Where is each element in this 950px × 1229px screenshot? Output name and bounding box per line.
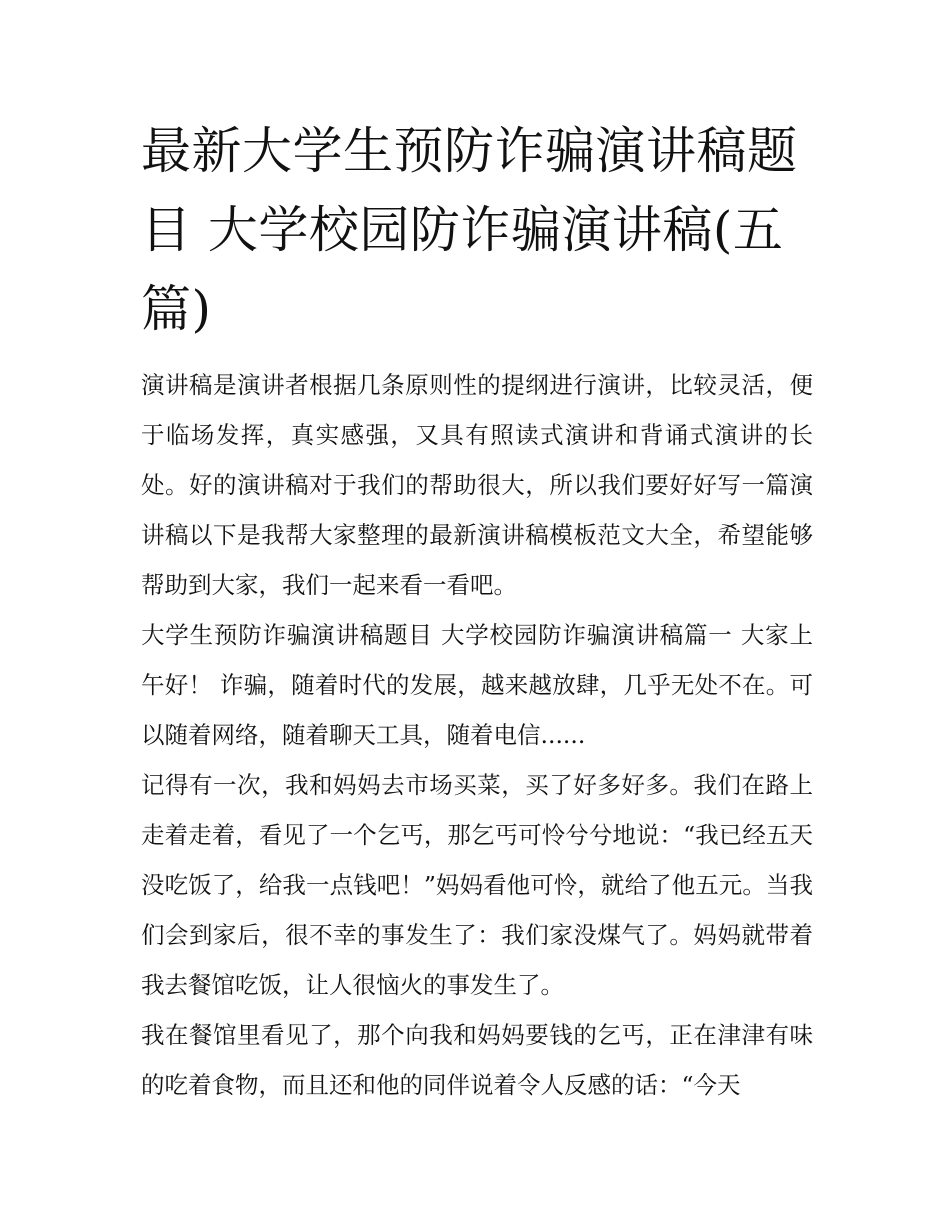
paragraph-speech-opening: 大学生预防诈骗演讲稿题目 大学校园防诈骗演讲稿篇一 大家上午好！ 诈骗，随着时代的发展，越来越放肆，几乎无处不在。可以随着网络，随着聊天工具，随着电信...... <box>141 621 813 749</box>
document-body <box>141 112 813 1110</box>
paragraph-story-beggar: 记得有一次，我和妈妈去市场买菜，买了好多好多。我们在路上走着走着，看见了一个乞丐，那乞丐可怜兮兮地说：“我已经五天没吃饭了，给我一点钱吧！”妈妈看他可怜，就给了他五元。当我们会到家后，很不幸的事发生了：我们家没煤气了。妈妈就带着我去餐馆吃饭，让人很恼火的事发生了。 <box>141 771 813 999</box>
paragraph-intro: 演讲稿是演讲者根据几条原则性的提纲进行演讲，比较灵活，便于临场发挥，真实感强，又具有照读式演讲和背诵式演讲的长处。好的演讲稿对于我们的帮助很大，所以我们要好好写一篇演讲稿以下是我帮大家整理的最新演讲稿模板范文大全，希望能够帮助到大家，我们一起来看一看吧。 <box>141 371 813 599</box>
paragraph-story-restaurant: 我在餐馆里看见了，那个向我和妈妈要钱的乞丐，正在津津有味的吃着食物，而且还和他的同伴说着令人反感的话：“今天 <box>141 1021 813 1099</box>
document-title: 最新大学生预防诈骗演讲稿题目 大学校园防诈骗演讲稿(五篇) <box>141 122 798 338</box>
